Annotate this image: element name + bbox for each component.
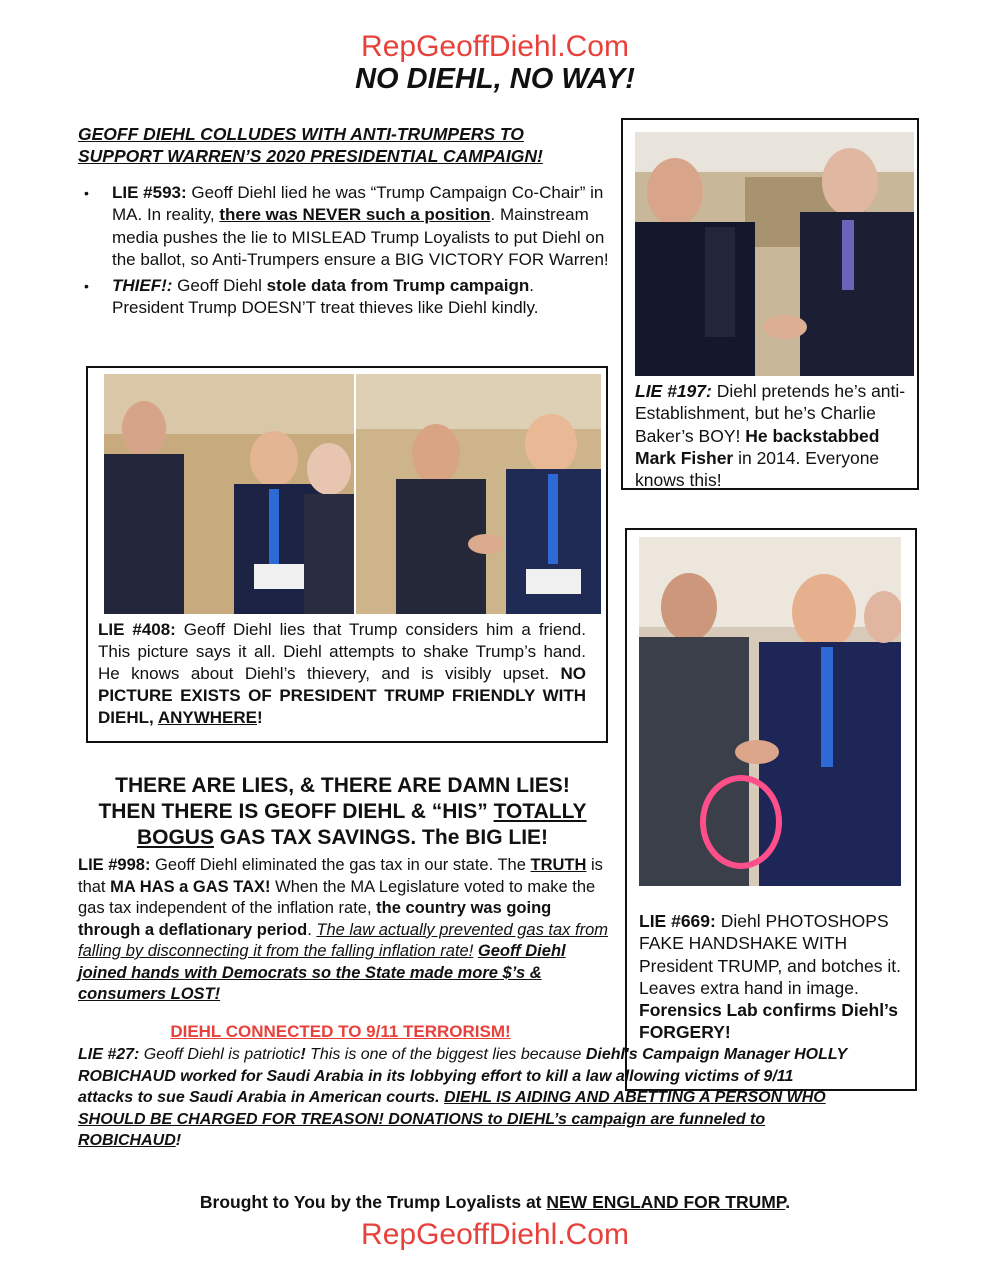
heading-line-2 bbox=[70, 799, 615, 825]
bullet-text: . President Trump DOESN’T treat thieves like Diehl kindly. bbox=[112, 276, 539, 318]
footer-org: NEW ENGLAND FOR TRUMP bbox=[546, 1192, 786, 1212]
caption-emphasis: Forensics Lab confirms Diehl’s FORGERY! bbox=[639, 1000, 899, 1043]
bullet-emphasis: there was NEVER such a position bbox=[219, 205, 491, 225]
lie-408-caption bbox=[98, 619, 586, 729]
bullet-label: THIEF!: bbox=[112, 276, 173, 296]
heading-line-1: THERE ARE LIES, & THERE ARE DAMN LIES! bbox=[115, 774, 570, 797]
gas-tax-heading bbox=[70, 773, 615, 851]
handshake-photo-baker bbox=[635, 132, 914, 376]
heading-line-3 bbox=[70, 825, 615, 851]
caption-text: Diehl pretends he’s anti-Establishment, but he’s Charlie Baker’s BOY! bbox=[635, 381, 906, 446]
photo-image bbox=[635, 132, 914, 376]
para-emphasis: the country was going through a deflationary period bbox=[78, 899, 552, 939]
caption-text: ! bbox=[257, 708, 263, 727]
caption-text: Diehl PHOTOSHOPS FAKE HANDSHAKE WITH President TRUMP, and botches it. Leaves extra hand in image. bbox=[639, 911, 901, 998]
bullet-label: LIE #593: bbox=[112, 183, 187, 202]
lie-label: LIE #998: bbox=[78, 856, 151, 874]
bullet-text: Geoff Diehl lied he was “Trump Campaign Co-Chair” in MA. In reality, bbox=[112, 183, 604, 225]
para-text: This is one of the biggest lies because bbox=[305, 1046, 586, 1063]
bullet-text: Geoff Diehl bbox=[172, 276, 267, 296]
headline-line-2: SUPPORT WARREN’S 2020 PRESIDENTIAL CAMPAIGN! bbox=[78, 146, 543, 166]
para-emphasis: DIEHL IS AIDING AND ABETTING A PERSON WHO SHOULD BE CHARGED FOR TREASON! DONATIONS to DIEHL’s campaign are funneled to ROBICHAUD bbox=[78, 1089, 826, 1149]
para-emphasis: Diehl's Campaign Manager HOLLY ROBICHAUD worked for Saudi Arabia in its lobbying effort to kill a law allowing victims of 9/11 attacks to sue Saudi Arabia in American courts. bbox=[78, 1046, 847, 1106]
para-text: ! bbox=[175, 1132, 182, 1149]
para-emphasis: MA HAS a GAS TAX! bbox=[110, 877, 271, 896]
para-text: Geoff Diehl eliminated the gas tax in our state. The bbox=[150, 856, 531, 874]
para-emphasis: TRUTH bbox=[530, 856, 587, 874]
photo-image bbox=[639, 537, 901, 886]
para-emphasis: Geoff Diehl joined hands with Democrats so the State made more $’s & consumers LOST! bbox=[78, 942, 566, 1003]
para-text: ! bbox=[300, 1046, 306, 1063]
lie-27-paragraph bbox=[78, 1044, 848, 1152]
heading-emphasis: TOTALLY bbox=[493, 800, 587, 823]
para-emphasis: The law actually prevented gas tax from falling by disconnecting it from the falling inflation rate! bbox=[78, 920, 609, 960]
page-title: NO DIEHL, NO WAY! bbox=[355, 63, 635, 95]
caption-emphasis: He backstabbed Mark Fisher bbox=[635, 425, 880, 468]
caption-text: in 2014. Everyone knows this! bbox=[635, 447, 880, 491]
handshake-photo-trump bbox=[639, 537, 901, 886]
lie-998-paragraph bbox=[78, 855, 613, 1006]
photo-image bbox=[104, 374, 354, 614]
para-text: . bbox=[307, 920, 317, 939]
headline bbox=[78, 123, 618, 167]
site-url-bottom: RepGeoffDiehl.Com bbox=[361, 1218, 629, 1251]
lie-bullet-list bbox=[84, 182, 609, 324]
photo-image bbox=[356, 374, 601, 614]
heading-text: THEN THERE IS GEOFF DIEHL & “HIS” bbox=[98, 800, 494, 823]
heading-text: GAS TAX SAVINGS. The BIG LIE! bbox=[213, 826, 549, 849]
lie-label: LIE #27: bbox=[78, 1046, 140, 1063]
footer-text: . bbox=[785, 1192, 791, 1212]
trump-photo-right bbox=[356, 374, 601, 614]
lie-669-caption bbox=[639, 910, 914, 1044]
bullet-text: . Mainstream media pushes the lie to MISLEAD Trump Loyalists to put Diehl on the ballot, so Anti-Trumpers ensure a BIG VICTORY FOR Warren! bbox=[112, 205, 609, 269]
bullet-emphasis: stole data from Trump campaign bbox=[266, 276, 530, 296]
lie-label: LIE #408: bbox=[98, 620, 176, 639]
list-item bbox=[84, 182, 609, 271]
para-text: is that bbox=[78, 856, 603, 896]
list-item bbox=[84, 275, 609, 320]
lie-label: LIE #669: bbox=[639, 911, 716, 931]
para-text: Geoff Diehl is patriotic bbox=[139, 1046, 301, 1063]
footer-text: Brought to You by the Trump Loyalists at bbox=[199, 1192, 547, 1212]
caption-text: Geoff Diehl lies that Trump considers him a friend. This picture says it all. Diehl attempts to shake Trump’s hand. He knows about Diehl’s thievery, and is visibly upset. bbox=[98, 620, 586, 683]
footer-credit bbox=[0, 1190, 990, 1214]
caption-emphasis: NO PICTURE EXISTS OF PRESIDENT TRUMP FRIENDLY WITH DIEHL, bbox=[98, 664, 586, 727]
headline-line-1: GEOFF DIEHL COLLUDES WITH ANTI-TRUMPERS TO bbox=[78, 124, 524, 144]
site-url-top: RepGeoffDiehl.Com bbox=[361, 30, 629, 63]
caption-emphasis: ANYWHERE bbox=[157, 708, 257, 727]
terrorism-heading: DIEHL CONNECTED TO 9/11 TERRORISM! bbox=[170, 1022, 511, 1041]
bullet-icon: • bbox=[84, 185, 89, 201]
para-text: When the MA Legislature voted to make the gas tax independent of the inflation rate, bbox=[78, 877, 596, 917]
lie-label: LIE #197: bbox=[635, 381, 712, 401]
heading-emphasis: BOGUS bbox=[136, 826, 214, 849]
trump-photo-left bbox=[104, 374, 354, 614]
bullet-icon: • bbox=[84, 278, 89, 295]
lie-197-caption bbox=[635, 380, 910, 491]
